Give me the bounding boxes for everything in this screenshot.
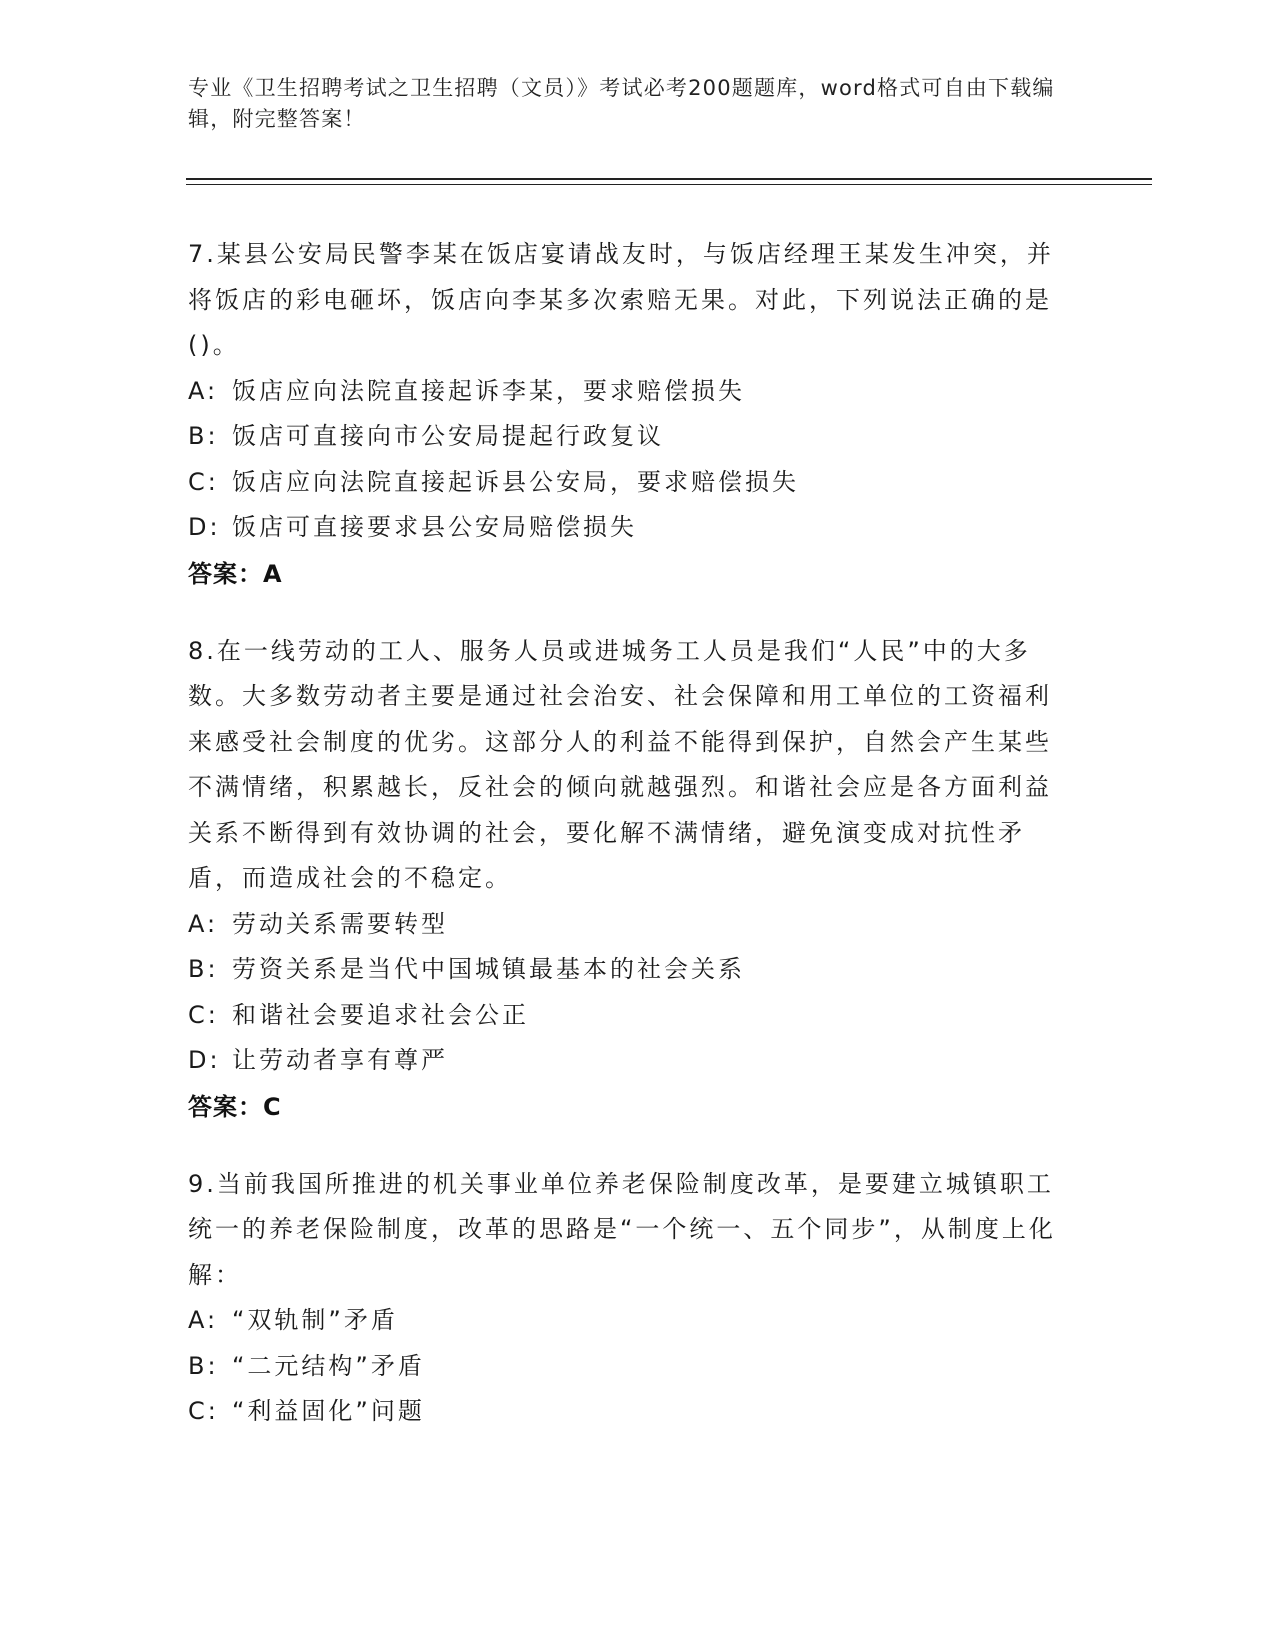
question-stem: 7.某县公安局民警李某在饭店宴请战友时，与饭店经理王某发生冲突，并将饭店的彩电砸坏，饭店向李某多次索赔无果。对此，下列说法正确的是()。 [188,240,1054,359]
header-divider [186,178,1152,180]
option-text: “二元结构”矛盾 [232,1351,425,1380]
option-letter: B: [188,1351,219,1380]
option-text: “利益固化”问题 [232,1397,425,1425]
option-text: 饭店应向法院直接起诉县公安局，要求赔偿损失 [232,467,799,496]
option-letter: A: [188,376,219,405]
option-d [188,505,1068,551]
option-c [188,1389,1068,1435]
option-b [188,947,1068,993]
option-text: 劳资关系是当代中国城镇最基本的社会关系 [232,955,745,983]
option-text: 让劳动者享有尊严 [232,1046,448,1074]
question-7 [188,232,1068,597]
option-text: 饭店应向法院直接起诉李某，要求赔偿损失 [232,376,745,405]
header-divider-thin [186,184,1152,185]
option-text: 劳动关系需要转型 [232,909,448,938]
option-letter: C: [188,467,219,496]
option-letter: D: [188,1046,221,1074]
option-letter: A: [188,1306,219,1334]
option-text: 饭店可直接向市公安局提起行政复议 [232,422,664,450]
question-9 [188,1162,1068,1435]
option-c [188,993,1068,1039]
option-d [188,1038,1068,1084]
option-b [188,1344,1068,1390]
option-letter: B: [188,955,219,983]
option-b [188,414,1068,460]
document-header: 专业《卫生招聘考试之卫生招聘（文员）》考试必考200题题库，word格式可自由下载编辑，附完整答案！ [188,76,1055,131]
option-text: “双轨制”矛盾 [232,1306,398,1334]
option-letter: C: [188,1000,219,1029]
option-letter: D: [188,513,221,541]
option-a [188,369,1068,415]
option-letter: A: [188,909,219,938]
question-stem: 9.当前我国所推进的机关事业单位养老保险制度改革，是要建立城镇职工统一的养老保险制度，改革的思路是“一个统一、五个同步”，从制度上化解： [188,1169,1056,1289]
option-c [188,460,1068,506]
question-8 [188,629,1068,1130]
answer-line: 答案：A [188,559,283,588]
option-a [188,1298,1068,1344]
answer-line: 答案：C [188,1092,282,1121]
option-text: 和谐社会要追求社会公正 [232,1000,529,1029]
option-a [188,902,1068,948]
option-letter: C: [188,1397,219,1425]
option-text: 饭店可直接要求县公安局赔偿损失 [232,513,637,541]
question-stem: 8.在一线劳动的工人、服务人员或进城务工人员是我们“人民”中的大多数。大多数劳动者主要是通过社会治安、社会保障和用工单位的工资福利来感受社会制度的优劣。这部分人的利益不能得到保护，自然会产生某些不满情绪，积累越长，反社会的倾向就越强烈。和谐社会应是各方面利益关系不断得到有效协调的社会，要化解不满情绪，避免演变成对抗性矛盾，而造成社会的不稳定。 [188,636,1052,892]
option-letter: B: [188,422,219,450]
question-list [188,232,1068,1467]
